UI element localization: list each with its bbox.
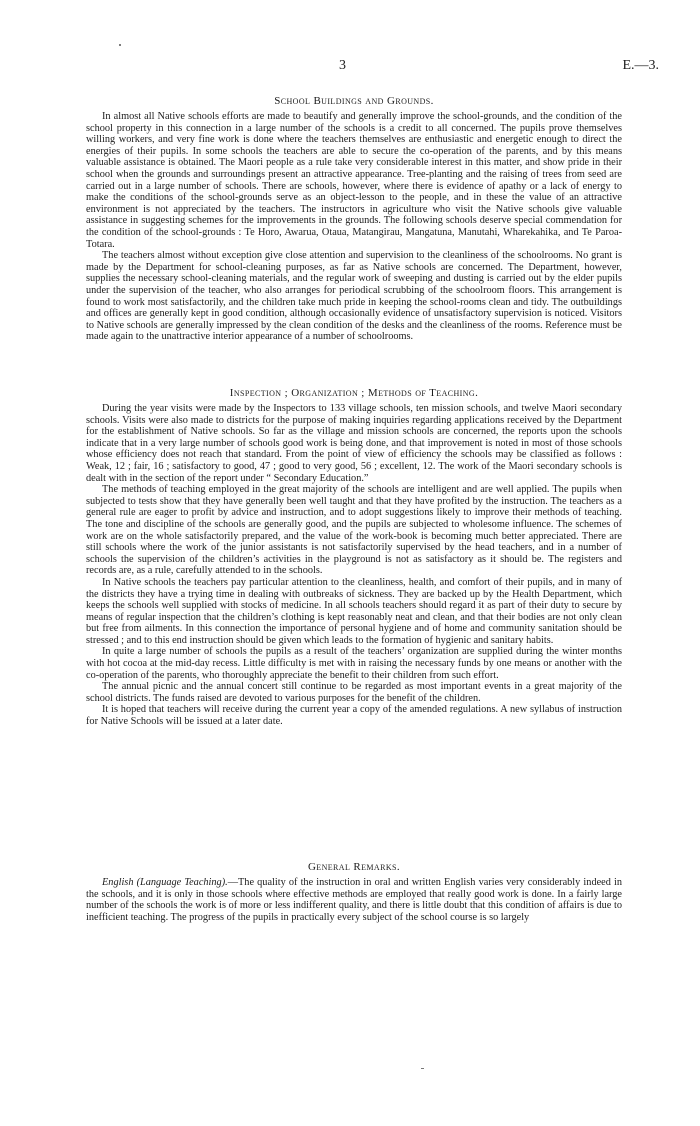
section-inspection (86, 386, 622, 852)
paragraph: The teachers almost without exception give close attention and supervision to the cleanliness of the schoolrooms. No grant is made by the Department for school-cleaning purposes, as far as Native schools are concerned. The Department, however, supplies the necessary school-cleaning materials, and the regular work of sweeping and dusting is carried out by the elder pupils under the supervision of the teacher, who also arranges for periodical scrubbing of the schoolroom floors. This arrangement is found to work most satisfactorily, and the children take much pride in keeping the school-rooms clean and tidy. The outbuildings and offices are generally kept in good condition, although occasionally evidence of unsatisfactory supervision is noticed. Visitors to Native schools are generally impressed by the clean condition of the desks and the cleanliness of the rooms. Reference must be made again to the unattractive interior appearance of a number of schoolrooms. (86, 250, 622, 343)
paragraph: It is hoped that teachers will receive during the current year a copy of the amended regulations. A new syllabus of instruction for Native Schools will be issued at a later date. (86, 704, 622, 728)
section-school-buildings (86, 94, 622, 382)
page-number: 3 (339, 58, 346, 73)
page-mark (421, 1068, 424, 1069)
section-heading: General Remarks. (307, 861, 401, 873)
paragraph: In quite a large number of schools the pupils as a result of the teachers’ organization are supplied during the winter months with hot cocoa at the mid-day recess. Little difficulty is met with in raising the necessary funds by one means or another with the co-operation of the parents, who thoroughly appreciate the benefit to their children from such effort. (86, 646, 622, 681)
document-reference: E.—3. (622, 58, 659, 73)
paragraph-text: —The quality of the instruction in oral and written English varies very considerably indeed in the schools, and it is only in those schools where effective methods are employed that really good work is done. In a fairly large number of the schools the work is of more or less indifferent quality, and there is little doubt that this condition of affairs is due to inefficient teaching. The progress of the pupils in practically every subject of the school course is so largely (86, 877, 623, 923)
paragraph: The methods of teaching employed in the great majority of the schools are intelligent and are well applied. The pupils when subjected to tests show that they have generally been well taught and that they have profited by the instruction. The teachers as a general rule are eager to profit by advice and instruction, and to adopt suggestions likely to improve their methods of teaching. The tone and discipline of the schools are generally good, and the pupils are subjected to wholesome influence. The schemes of work are on the whole satisfactorily prepared, and the value of the work-book is becoming much better appreciated. There are still schools where the work of the junior assistants is not satisfactorily supervised by the head teachers, and in a number of schools the supervision of the children’s activities in the playground is not as satisfactory as it should be. The registers and records are, as a rule, carefully attended to in the schools. (86, 484, 622, 577)
paragraph: The annual picnic and the annual concert still continue to be regarded as most important events in a great majority of the school districts. The funds raised are devoted to various purposes for the benefit of the children. (86, 681, 622, 704)
section-heading: School Buildings and Grounds. (274, 95, 434, 107)
page-header (0, 58, 700, 78)
page-body (86, 88, 622, 923)
paragraph (86, 877, 622, 923)
paragraph-lead: English (Language Teaching). (102, 877, 228, 888)
paragraph: In almost all Native schools efforts are made to beautify and generally improve the school-grounds, and the condition of the school property in this connection in a large number of the schools is a credit to all concerned. The pupils prove themselves willing workers, and very fine work is done where the teachers themselves are enthusiastic and energetic enough to direct the energies of their pupils. In some schools the teachers are able to secure the co-operation of the parents, and by this means valuable assistance is obtained. The Maori people as a rule take very considerable interest in this matter, and show pride in their school when the grounds and surroundings present an attractive appearance. Tree-planting and the raising of trees from seed are carried out in a large number of schools. There are schools, however, where there is evidence of apathy or a lack of energy to make the conditions of the school-grounds serve as an object-lesson to the people, and in these the value of an attractive environment is not appreciated by the teachers. The instructors in agriculture who visit the Native schools give valuable assistance in suggesting schemes for the improvements in the grounds. The following schools deserve special commendation for the condition of the school-grounds : Te Horo, Awarua, Otaua, Matangirau, Mangatuna, Manutahi, Wharekahika, and Te Paroa-Totara. (86, 111, 622, 250)
paragraph: During the year visits were made by the Inspectors to 133 village schools, ten mission schools, and twelve Maori secondary schools. Visits were also made to districts for the purpose of making inquiries regarding applications received by the Department for the establishment of Native schools. So far as the village and mission schools are concerned, the reports upon the schools indicate that in a very large number of schools good work is being done, and that improvement is noted in most of those schools whose efficiency does not reach that standard. From the point of view of efficiency the schools may be classified as follows : Weak, 12 ; fair, 16 ; satisfactory to good, 47 ; good to very good, 56 ; excellent, 12. The work of the Maori secondary schools is dealt with in the section of the report under “ Secondary Education.” (86, 403, 622, 484)
section-heading: Inspection ; Organization ; Methods of Teaching. (229, 387, 479, 399)
section-general-remarks (86, 860, 622, 923)
paragraph: In Native schools the teachers pay particular attention to the cleanliness, health, and comfort of their pupils, and in many of the districts they have a trying time in dealing with outbreaks of sickness. They are backed up by the Health Department, which keeps the schools well supplied with stocks of medicine. In all schools teachers should regard it as part of their duty to secure by means of regular inspection that the children’s clothing is kept reasonably neat and clean, and that their bodies are not only clean but free from ailments. In this connection the importance of personal hygiene and of home and community sanitation should be stressed ; and to this end instruction should be given which leads to the formation of hygienic and sanitary habits. (86, 576, 622, 646)
page-mark (119, 44, 121, 46)
